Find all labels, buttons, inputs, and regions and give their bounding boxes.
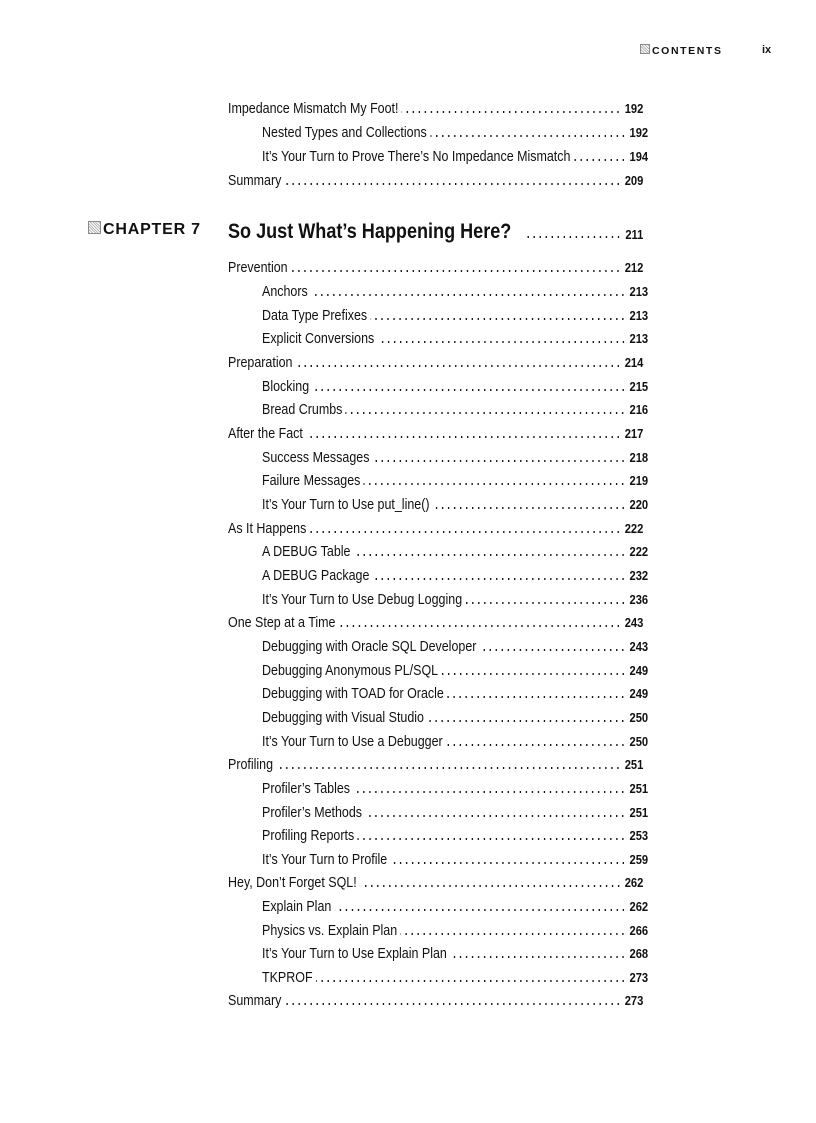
toc-entry-title: Blocking — [262, 379, 310, 395]
chapter-label-text: CHAPTER 7 — [103, 221, 201, 238]
toc-entry-title: Preparation — [228, 355, 293, 371]
chapter-title: So Just What’s Happening Here? — [228, 220, 512, 243]
toc-entry-title: Physics vs. Explain Plan — [262, 923, 398, 939]
dot-leader — [311, 293, 626, 297]
toc-entry-title: Debugging with Oracle SQL Developer — [262, 639, 477, 655]
toc-entry-subsection[interactable] — [262, 328, 648, 348]
toc-entry-title: Nested Types and Collections — [262, 125, 427, 141]
toc-entry-subsection[interactable] — [262, 470, 648, 490]
toc-entry-title: As It Happens — [228, 521, 307, 537]
toc-entry-page: 251 — [624, 757, 644, 772]
dot-leader — [291, 269, 621, 273]
toc-entry-title: After the Fact — [228, 426, 303, 442]
toc-entry-page: 259 — [629, 852, 649, 867]
toc-entry-title: Profiling — [228, 757, 274, 773]
toc-entry-title: Failure Messages — [262, 473, 361, 489]
toc-entry-page: 194 — [629, 149, 649, 164]
dot-leader — [316, 979, 626, 983]
dot-leader — [276, 766, 621, 770]
toc-entry-subsection[interactable] — [262, 636, 648, 656]
toc-entry-page: 251 — [629, 781, 649, 796]
toc-entry-page: 273 — [629, 970, 649, 985]
dot-leader — [523, 235, 622, 239]
toc-entry-page: 216 — [629, 402, 649, 417]
toc-entry-section[interactable] — [228, 872, 643, 892]
toc-entry-title: Profiler’s Methods — [262, 805, 363, 821]
toc-entry-page: 253 — [629, 828, 649, 843]
running-header-section-label: CONTENTS — [652, 45, 723, 57]
toc-entry-page: 214 — [624, 355, 644, 370]
dot-leader — [354, 553, 626, 557]
dot-leader — [360, 884, 621, 888]
toc-entry-title: Anchors — [262, 284, 308, 300]
dot-leader — [378, 340, 626, 344]
toc-entry-subsection[interactable] — [262, 494, 648, 514]
dot-leader — [353, 790, 626, 794]
toc-entry-title: TKPROF — [262, 970, 313, 986]
toc-entry-subsection[interactable] — [262, 825, 648, 845]
chapter-label — [88, 221, 201, 239]
toc-entry-subsection[interactable] — [262, 943, 648, 963]
toc-entry-page: 213 — [629, 284, 649, 299]
toc-entry-title: It’s Your Turn to Profile — [262, 852, 388, 868]
toc-entry-page: 236 — [629, 592, 649, 607]
toc-entry-page: 222 — [629, 544, 649, 559]
toc-entry-page: 250 — [629, 734, 649, 749]
toc-entry-subsection[interactable] — [262, 896, 648, 916]
dot-leader — [446, 743, 626, 747]
toc-entry-title: Summary — [228, 993, 282, 1009]
toc-entry-chapter[interactable] — [228, 218, 643, 244]
toc-entry-page: 212 — [624, 260, 644, 275]
toc-entry-page: 222 — [624, 521, 644, 536]
toc-entry-title: Debugging with Visual Studio — [262, 710, 424, 726]
chapter-heading-row — [0, 218, 816, 246]
toc-entry-subsection[interactable] — [262, 707, 648, 727]
toc-entry-page: 219 — [629, 473, 649, 488]
toc-entry-section[interactable] — [228, 257, 643, 277]
dot-leader — [285, 1002, 621, 1006]
toc-entry-page: 209 — [624, 173, 644, 188]
toc-entry-title: One Step at a Time — [228, 615, 336, 631]
gray-square-icon — [88, 221, 101, 234]
toc-entry-page: 192 — [629, 125, 649, 140]
toc-entry-page: 232 — [629, 568, 649, 583]
dot-leader — [339, 624, 621, 628]
toc-entry-page: 218 — [629, 450, 649, 465]
toc-entry-title: It’s Your Turn to Use Debug Logging — [262, 592, 463, 608]
toc-entry-title: Summary — [228, 173, 282, 189]
dot-leader — [346, 411, 626, 415]
toc-entry-title: Success Messages — [262, 450, 370, 466]
toc-entry-page: 243 — [629, 639, 649, 654]
toc-entry-title: A DEBUG Package — [262, 568, 370, 584]
dot-leader — [480, 648, 626, 652]
toc-entry-section[interactable] — [228, 423, 643, 443]
toc-entry-page: 243 — [624, 615, 644, 630]
toc-entry-section[interactable] — [228, 170, 643, 190]
dot-leader — [574, 158, 626, 162]
toc-entry-title: Profiler’s Tables — [262, 781, 351, 797]
dot-leader — [402, 110, 621, 114]
toc-entry-subsection[interactable] — [262, 541, 648, 561]
toc-entry-subsection[interactable] — [262, 305, 648, 325]
toc-entry-page: 213 — [629, 308, 649, 323]
toc-entry-page: 217 — [624, 426, 644, 441]
toc-entry-section[interactable] — [228, 612, 643, 632]
dot-leader — [313, 388, 626, 392]
toc-entry-page: 262 — [624, 875, 644, 890]
toc-entry-page: 249 — [629, 686, 649, 701]
dot-leader — [401, 932, 626, 936]
toc-entry-subsection[interactable] — [262, 376, 648, 396]
toc-entry-subsection[interactable] — [262, 660, 648, 680]
toc-entry-subsection[interactable] — [262, 778, 648, 798]
toc-entry-subsection[interactable] — [262, 920, 648, 940]
toc-entry-section[interactable] — [228, 352, 643, 372]
toc-entry-subsection[interactable] — [262, 281, 648, 301]
toc-entry-subsection[interactable] — [262, 731, 648, 751]
toc-entry-page: 220 — [629, 497, 649, 512]
toc-entry-title: It’s Your Turn to Use Explain Plan — [262, 946, 447, 962]
toc-entry-title: Data Type Prefixes — [262, 308, 368, 324]
dot-leader — [427, 719, 626, 723]
toc-entry-subsection[interactable] — [262, 849, 648, 869]
dot-leader — [442, 672, 627, 676]
dot-leader — [335, 908, 626, 912]
dot-leader — [358, 837, 626, 841]
toc-entry-title: Impedance Mismatch My Foot! — [228, 101, 399, 117]
dot-leader — [373, 577, 626, 581]
toc-entry-page: 213 — [629, 331, 649, 346]
toc-entry-page: 250 — [629, 710, 649, 725]
toc-entry-title: Debugging Anonymous PL/SQL — [262, 663, 439, 679]
toc-entry-subsection[interactable] — [262, 802, 648, 822]
dot-leader — [433, 506, 626, 510]
toc-entry-page: 192 — [624, 101, 644, 116]
toc-entry-page: 249 — [629, 663, 649, 678]
dot-leader — [310, 530, 622, 534]
toc-entry-section[interactable] — [228, 518, 643, 538]
dot-leader — [364, 482, 626, 486]
dot-leader — [466, 601, 626, 605]
toc-entry-subsection[interactable] — [262, 967, 648, 987]
toc-entry-title: Profiling Reports — [262, 828, 355, 844]
toc-entry-title: Explicit Conversions — [262, 331, 375, 347]
toc-entry-title: It’s Your Turn to Use put_line() — [262, 497, 430, 513]
toc-entry-page: 215 — [629, 379, 649, 394]
toc-entry-subsection[interactable] — [262, 399, 648, 419]
toc-entry-subsection[interactable] — [262, 683, 648, 703]
toc-entry-subsection[interactable] — [262, 146, 648, 166]
toc-entry-section[interactable] — [228, 754, 643, 774]
toc-entry-title: Bread Crumbs — [262, 402, 343, 418]
dot-leader — [306, 435, 621, 439]
toc-entry-title: It’s Your Turn to Use a Debugger — [262, 734, 443, 750]
toc-entry-title: A DEBUG Table — [262, 544, 351, 560]
chapter-page: 211 — [625, 227, 644, 242]
toc-entry-title: It’s Your Turn to Prove There’s No Impedance Mismatch — [262, 149, 571, 165]
dot-leader — [373, 459, 626, 463]
dot-leader — [371, 317, 626, 321]
toc-entry-page: 251 — [629, 805, 649, 820]
dot-leader — [365, 814, 626, 818]
toc-entry-title: Prevention — [228, 260, 288, 276]
toc-entry-subsection[interactable] — [262, 122, 648, 142]
toc-entry-section[interactable] — [228, 990, 643, 1010]
toc-entry-subsection[interactable] — [262, 565, 648, 585]
toc-entry-subsection[interactable] — [262, 447, 648, 467]
dot-leader — [285, 182, 621, 186]
toc-entry-section[interactable] — [228, 98, 643, 118]
dot-leader — [450, 955, 626, 959]
toc-entry-subsection[interactable] — [262, 589, 648, 609]
page-number: ix — [762, 44, 772, 56]
toc-entry-title: Hey, Don’t Forget SQL! — [228, 875, 357, 891]
toc-entry-page: 273 — [624, 993, 644, 1008]
toc-entry-page: 268 — [629, 946, 649, 961]
toc-entry-title: Debugging with TOAD for Oracle — [262, 686, 444, 702]
toc-entry-page: 262 — [629, 899, 649, 914]
toc-entry-page: 266 — [629, 923, 649, 938]
toc-entry-title: Explain Plan — [262, 899, 332, 915]
dot-leader — [296, 364, 621, 368]
dot-leader — [430, 134, 626, 138]
dot-leader — [447, 695, 626, 699]
dot-leader — [391, 861, 626, 865]
